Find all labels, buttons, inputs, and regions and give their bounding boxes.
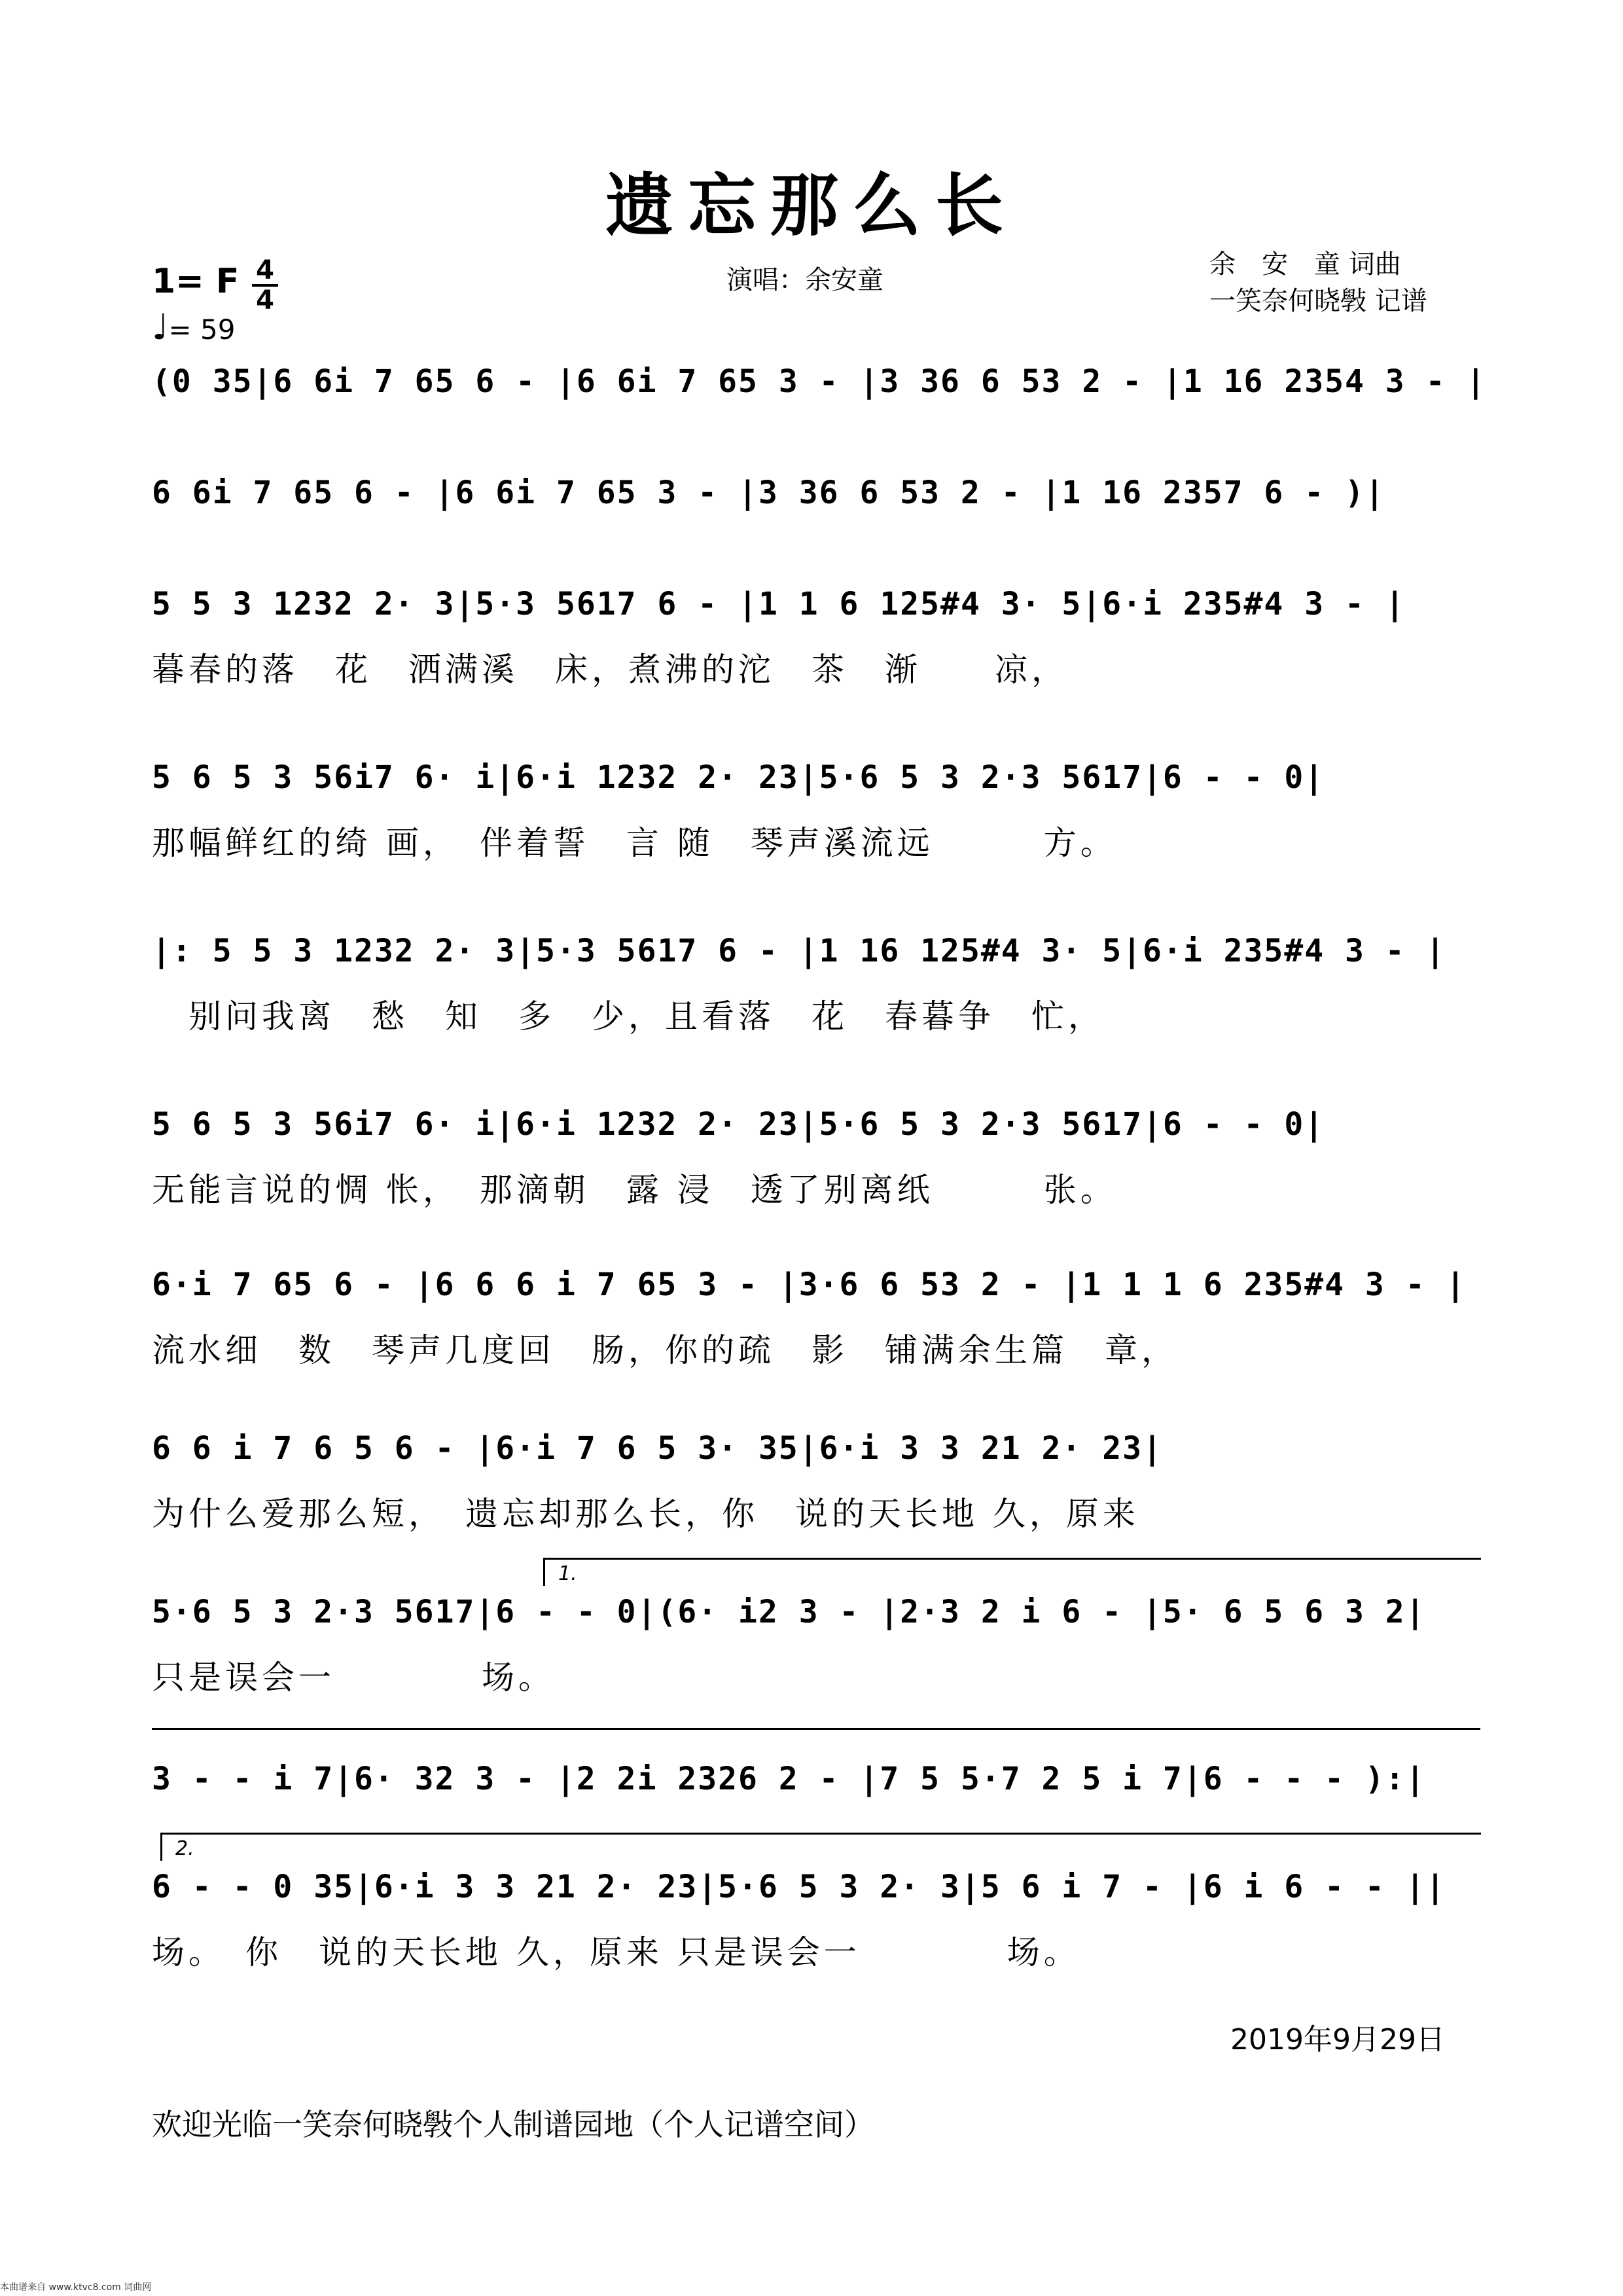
ending-bracket-2 <box>160 1833 1481 1861</box>
notation-line: 5 6 5 3 56i7 6· i|6·i 1232 2· 23|5·6 5 3 2·3 5617|6 - - 0| <box>152 1106 1325 1143</box>
notation-line: 6·i 7 65 6 - |6 6 6 i 7 65 3 - |3·6 6 53 2 - |1 1 1 6 235#4 3 - | <box>152 1266 1467 1303</box>
ending-label: 2. <box>175 1837 194 1860</box>
ending-bracket-1 <box>543 1558 1481 1586</box>
lyrics-line: 别问我离 愁 知 多 少，且看落 花 春暮争 忙， <box>152 997 1105 1035</box>
lyrics-line: 场。 你 说的天长地 久，原来 只是误会一 场。 <box>152 1933 1080 1971</box>
footer-note: 欢迎光临一笑奈何晓斅个人制谱园地（个人记谱空间） <box>152 2107 874 2142</box>
lyrics-line: 为什么爱那么短， 遗忘却那么长，你 说的天长地 久，原来 <box>152 1495 1139 1533</box>
notation-line: (0 35|6 6i 7 65 6 - |6 6i 7 65 3 - |3 36 6 53 2 - |1 16 2354 3 - | <box>152 363 1487 400</box>
notation-line: 6 6i 7 65 6 - |6 6i 7 65 3 - |3 36 6 53 2 - |1 16 2357 6 - )| <box>152 475 1385 511</box>
singer: 演唱：余安童 <box>726 265 883 295</box>
lyricist-credit: 余 安 童 词曲 <box>1209 249 1401 279</box>
lyrics-line: 那幅鲜红的绮 画， 伴着誓 言 随 琴声溪流远 方。 <box>152 824 1117 862</box>
time-signature <box>249 257 281 314</box>
tempo <box>152 306 235 348</box>
notation-line: 6 6 i 7 6 5 6 - |6·i 7 6 5 3· 35|6·i 3 3 21 2· 23| <box>152 1430 1163 1467</box>
ending-label: 1. <box>558 1562 577 1585</box>
lyrics-line: 流水细 数 琴声几度回 肠，你的疏 影 铺满余生篇 章， <box>152 1331 1178 1369</box>
quarter-note-icon: ♩ <box>152 306 169 348</box>
date: 2019年9月29日 <box>1230 2023 1445 2056</box>
lyrics-line: 只是误会一 场。 <box>152 1659 555 1696</box>
notation-line: 3 - - i 7|6· 32 3 - |2 2i 2326 2 - |7 5 5·7 2 5 i 7|6 - - - ):| <box>152 1761 1426 1797</box>
page-title: 遗忘那么长 <box>605 165 1018 245</box>
notation-line: 5 6 5 3 56i7 6· i|6·i 1232 2· 23|5·6 5 3 2·3 5617|6 - - 0| <box>152 759 1325 796</box>
lyrics-line: 无能言说的惆 怅， 那滴朝 露 浸 透了别离纸 张。 <box>152 1171 1117 1209</box>
ending-bracket-1-continued <box>152 1728 1480 1756</box>
tempo-value: = 59 <box>168 314 236 346</box>
watermark: 本曲谱来自 www.ktvc8.com 词曲网 <box>0 2282 152 2293</box>
notation-line: 5·6 5 3 2·3 5617|6 - - 0|(6· i2 3 - |2·3 2 i 6 - |5· 6 5 6 3 2| <box>152 1594 1426 1630</box>
notation-line: 6 - - 0 35|6·i 3 3 21 2· 23|5·6 5 3 2· 3|5 6 i 7 - |6 i 6 - - || <box>152 1869 1446 1905</box>
notation-line: 5 5 3 1232 2· 3|5·3 5617 6 - |1 1 6 125#4 3· 5|6·i 235#4 3 - | <box>152 586 1406 622</box>
notation-line: |: 5 5 3 1232 2· 3|5·3 5617 6 - |1 16 125#4 3· 5|6·i 235#4 3 - | <box>152 933 1446 969</box>
transcriber-credit: 一笑奈何晓斅 记谱 <box>1209 286 1427 316</box>
lyrics-line: 暮春的落 花 洒满溪 床，煮沸的沱 茶 渐 凉， <box>152 651 1068 689</box>
key-signature: 1= F <box>152 262 240 301</box>
time-top: 4 <box>256 255 274 285</box>
time-bottom: 4 <box>256 285 274 315</box>
